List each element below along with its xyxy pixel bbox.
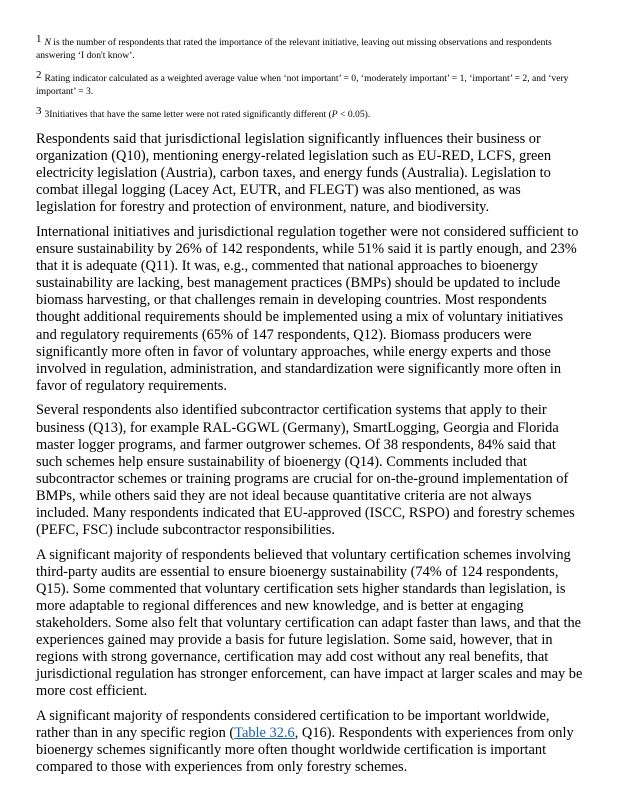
body-text [36,131,583,776]
footnote-text: is the number of respondents that rated the importance of the relevant initiative, leaving out missing observations and respondents answering ‘I don't know’. [36,37,552,61]
footnote-marker: 3 [36,105,42,117]
footnote-symbol: P [331,109,338,120]
paragraph-text: A significant majority of respondents considered certification to be important worldwide, rather than in any specific region ( [36,708,550,742]
paragraph: Several respondents also identified subcontractor certification systems that apply to their business (Q13), for example RAL-GGWL (Germany), SmartLogging, Georgia and Florida master logger programs, and farmer outgrower schemes. Of 38 respondents, 84% said that such schemes help ensure sustainability of bioenergy (Q14). Comments included that subcontractor schemes or training programs are crucial for on-the-ground implementation of BMPs, while others said they are not ideal because quantitative criteria are not always included. Many respondents indicated that EU-approved (ISCC, RSPO) and forestry schemes (PEFC, FSC) include subcontractor responsibilities. [36,402,575,539]
footnote-marker: 1 [36,33,42,45]
paragraph-last [36,708,583,776]
table-32-6-link[interactable]: Table 32.6 [234,725,295,742]
paragraph: International initiatives and jurisdictional regulation together were not considered sufficient to ensure sustainability by 26% of 142 respondents, while 51% said it is partly enough, and 23% that it is adequate (Q11). It was, e.g., commented that national approaches to bioenergy sustainability are lacking, best management practices (BMPs) should be updated to include biomass harvesting, or that challenges remain in developing countries. Most respondents thought additional requirements should be implemented using a mix of voluntary initiatives and regulatory requirements (65% of 147 respondents, Q12). Biomass producers were significantly more often in favor of voluntary approaches, while energy experts and those involved in regulation, administration, and standardization were significantly more often in favor of regulatory requirements. [36,223,579,394]
paragraph: A significant majority of respondents believed that voluntary certification schemes involving third-party audits are essential to ensure bioenergy sustainability (74% of 124 respondents, Q15). Some commented that voluntary certification sets higher standards than legislation, is more adaptable to regional differences and new knowledge, and is better at engaging stakeholders. Some also felt that voluntary certification can adapt faster than laws, and that the experiences gained may provide a basis for future legislation. Some said, however, that in regions with strong governance, certification may add cost without any real benefits, that jurisdictional regulation has stronger enforcement, can have impact at larger scales and may be more cost efficient. [36,546,583,700]
footnote-1 [36,33,583,62]
footnote-text: < 0.05). [337,109,371,120]
footnote-2 [36,69,583,98]
footnotes [36,33,583,121]
paragraph: Respondents said that jurisdictional legislation significantly influences their business or organization (Q10), mentioning energy-related legislation such as EU-RED, LCFS, green electricity legislation (Austria), carbon taxes, and energy funds (Australia). Legislation to combat illegal logging (Lacey Act, EUTR, and FLEGT) was also mentioned, as was legislation for forestry and protection of environment, nature, and biodiversity. [36,131,552,216]
footnote-symbol: N [44,37,51,48]
footnote-marker: 2 [36,69,42,81]
paragraph-text: , Q16). Respondents with experiences from only bioenergy schemes significantly more often thought worldwide certification is important compared to those with experiences from only forestry schemes. [36,725,574,776]
footnote-text: 3Initiatives that have the same letter were not rated significantly different ( [44,109,332,120]
footnote-3 [36,105,583,121]
footnote-text: Rating indicator calculated as a weighted average value when ‘not important’ = 0, ‘moderately important’ = 1, ‘important’ = 2, and ‘very important’ = 3. [36,73,569,97]
